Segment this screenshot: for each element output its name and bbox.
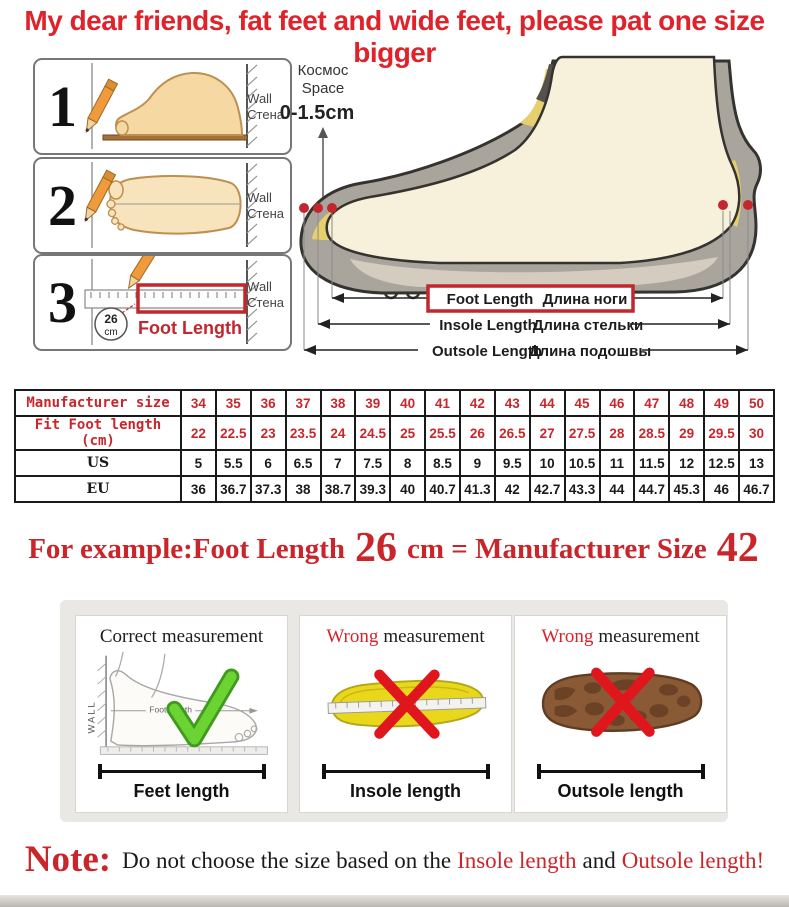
bottom-note xyxy=(0,838,789,881)
measure-step-2 xyxy=(33,157,292,254)
shoe-diagram-svg xyxy=(275,55,789,377)
size-table-cell: 10 xyxy=(530,450,565,476)
size-table-row xyxy=(15,476,774,502)
size-table-cell: 5.5 xyxy=(216,450,251,476)
size-table-cell: 49 xyxy=(704,390,739,416)
size-table-row-label: EU xyxy=(15,476,181,502)
card-title xyxy=(300,626,511,648)
size-table-cell: 43.3 xyxy=(565,476,600,502)
card-title-tail: measurement xyxy=(161,626,264,647)
insole-with-cross-sketch xyxy=(306,650,506,762)
size-table-cell: 42 xyxy=(460,390,495,416)
size-table-cell: 26 xyxy=(460,416,495,450)
size-table-cell: 43 xyxy=(495,390,530,416)
wall-label-en: Wall xyxy=(247,90,272,106)
measure-label-en: Foot Length xyxy=(446,291,534,308)
example-text-1: For example:Foot Length xyxy=(28,533,346,565)
wall-label-en: Wall xyxy=(247,278,272,294)
wall-label-en: Wall xyxy=(247,189,272,205)
size-table-cell: 44 xyxy=(530,390,565,416)
shoe-cross-section-diagram xyxy=(275,55,789,377)
size-table-cell: 7.5 xyxy=(355,450,390,476)
size-table-row xyxy=(15,450,774,476)
size-table-cell: 6 xyxy=(251,450,286,476)
size-table-row-label: Manufacturer size xyxy=(15,390,181,416)
size-table-cell: 41.3 xyxy=(460,476,495,502)
size-table-cell: 9.5 xyxy=(495,450,530,476)
size-table-cell: 23 xyxy=(251,416,286,450)
size-table-cell: 22.5 xyxy=(216,416,251,450)
size-table-cell: 40.7 xyxy=(425,476,460,502)
correct-measurement-card xyxy=(75,615,288,813)
step-number: 2 xyxy=(48,173,77,238)
foot-length-caption: Foot Length xyxy=(138,318,242,338)
size-table-cell: 12.5 xyxy=(704,450,739,476)
foot-against-wall-sketch xyxy=(82,650,282,762)
size-table-cell: 34 xyxy=(181,390,216,416)
wall-label-ru: Стена xyxy=(247,295,284,311)
wrong-insole-measurement-card xyxy=(299,615,512,813)
measure-bracket xyxy=(98,764,266,779)
note-text-1: Do not choose the size based on the xyxy=(122,848,452,873)
size-table-cell: 39.3 xyxy=(355,476,390,502)
measure-bracket xyxy=(322,764,490,779)
measure-step-1 xyxy=(33,58,292,155)
example-size-value: 42 xyxy=(716,525,759,571)
size-table-cell: 29.5 xyxy=(704,416,739,450)
measurement-row-outsole-length xyxy=(304,339,748,361)
note-text-2: and xyxy=(582,848,616,873)
size-table-cell: 11 xyxy=(600,450,635,476)
space-label-en: Space xyxy=(301,80,345,97)
measure-label-ru: Длина стельки xyxy=(532,317,644,334)
size-table-cell: 27.5 xyxy=(565,416,600,450)
size-table-cell: 12 xyxy=(669,450,704,476)
card-title-head: Wrong xyxy=(326,626,379,647)
size-table-cell: 41 xyxy=(425,390,460,416)
size-table-cell: 22 xyxy=(181,416,216,450)
size-table-cell: 38 xyxy=(286,476,321,502)
size-table-cell: 10.5 xyxy=(565,450,600,476)
size-table-cell: 35 xyxy=(216,390,251,416)
size-table-cell: 8.5 xyxy=(425,450,460,476)
measure-label-en: Outsole Length xyxy=(432,343,542,360)
inner-foot-length-label: Foot length xyxy=(148,704,192,715)
size-table-cell: 44.7 xyxy=(634,476,669,502)
bottom-edge-strip xyxy=(0,895,789,907)
size-table-cell: 13 xyxy=(739,450,774,476)
example-foot-length-value: 26 xyxy=(355,525,398,571)
measure-label-ru: Длина подошвы xyxy=(528,343,652,360)
note-insole-em: Insole length xyxy=(457,848,577,873)
size-table-cell: 38 xyxy=(321,390,356,416)
size-table-cell: 36 xyxy=(181,476,216,502)
step-number: 3 xyxy=(48,270,77,335)
size-table-cell: 36.7 xyxy=(216,476,251,502)
size-table-cell: 44 xyxy=(600,476,635,502)
measurement-examples-strip xyxy=(60,600,728,822)
size-table-cell: 50 xyxy=(739,390,774,416)
size-table-cell: 8 xyxy=(390,450,425,476)
size-table-cell: 29 xyxy=(669,416,704,450)
ruler-unit: cm xyxy=(104,327,118,338)
step-number: 1 xyxy=(48,74,77,139)
card-title-tail: measurement xyxy=(598,626,700,647)
size-table-cell: 24 xyxy=(321,416,356,450)
size-table-cell: 40 xyxy=(390,390,425,416)
size-table-cell: 6.5 xyxy=(286,450,321,476)
size-table-cell: 25 xyxy=(390,416,425,450)
size-table-cell: 28 xyxy=(600,416,635,450)
note-outsole-em: Outsole length! xyxy=(621,848,765,873)
card-title-tail: measurement xyxy=(383,626,485,647)
size-table-cell: 25.5 xyxy=(425,416,460,450)
card-caption: Insole length xyxy=(349,781,461,801)
size-table-cell: 30 xyxy=(739,416,774,450)
space-label-ru: Космос xyxy=(297,62,349,79)
size-table-cell: 42 xyxy=(495,476,530,502)
wrong-outsole-measurement-card xyxy=(514,615,727,813)
size-table-row-label: US xyxy=(15,450,181,476)
size-table-cell: 37.3 xyxy=(251,476,286,502)
space-range: 0-1.5cm xyxy=(279,102,355,124)
size-table-cell: 26.5 xyxy=(495,416,530,450)
size-table-cell: 39 xyxy=(355,390,390,416)
size-table-cell: 47 xyxy=(634,390,669,416)
size-table-cell: 48 xyxy=(669,390,704,416)
size-table-cell: 23.5 xyxy=(286,416,321,450)
size-table-row-label: Fit Foot length (cm) xyxy=(15,416,181,450)
card-caption: Feet length xyxy=(133,781,230,801)
card-title-head: Wrong xyxy=(541,626,594,647)
size-table-cell: 28.5 xyxy=(634,416,669,450)
size-table-cell: 7 xyxy=(321,450,356,476)
note-label: Note: xyxy=(24,839,112,880)
card-title-head: Correct xyxy=(99,626,157,647)
size-table-cell: 46 xyxy=(600,390,635,416)
wall-label-ru: Стена xyxy=(247,106,284,122)
size-table-cell: 42.7 xyxy=(530,476,565,502)
size-table-cell: 11.5 xyxy=(634,450,669,476)
size-table-cell: 5 xyxy=(181,450,216,476)
wall-vertical-label: WALL xyxy=(86,700,98,734)
size-table-cell: 40 xyxy=(390,476,425,502)
size-table-cell: 24.5 xyxy=(355,416,390,450)
example-line xyxy=(0,524,789,572)
page-title: My dear friends, fat feet and wide feet, please pat one size bigger xyxy=(24,5,765,68)
pencil-icon xyxy=(82,79,118,134)
size-table-row xyxy=(15,416,774,450)
measure-label-ru: Длина ноги xyxy=(542,291,628,308)
example-text-2: cm = Manufacturer Size xyxy=(407,533,707,565)
card-title xyxy=(515,626,726,648)
measurement-row-insole-length xyxy=(318,313,730,335)
size-table-cell: 27 xyxy=(530,416,565,450)
size-table-cell: 46.7 xyxy=(739,476,774,502)
measure-label-en: Insole Length xyxy=(439,317,537,334)
size-table xyxy=(14,389,775,503)
measure-bracket xyxy=(537,764,705,779)
size-table-cell: 36 xyxy=(251,390,286,416)
outsole-with-cross-sketch xyxy=(521,650,721,762)
ruler-value: 26 xyxy=(104,312,118,326)
size-table-cell: 9 xyxy=(460,450,495,476)
size-table-cell: 45.3 xyxy=(669,476,704,502)
measure-step-3 xyxy=(33,254,292,351)
size-table-cell: 37 xyxy=(286,390,321,416)
size-table-row xyxy=(15,390,774,416)
wall-label-ru: Стена xyxy=(247,205,284,221)
size-table-cell: 38.7 xyxy=(321,476,356,502)
size-table-cell: 46 xyxy=(704,476,739,502)
card-title xyxy=(76,626,287,648)
card-caption: Outsole length xyxy=(557,781,684,801)
size-table-cell: 45 xyxy=(565,390,600,416)
